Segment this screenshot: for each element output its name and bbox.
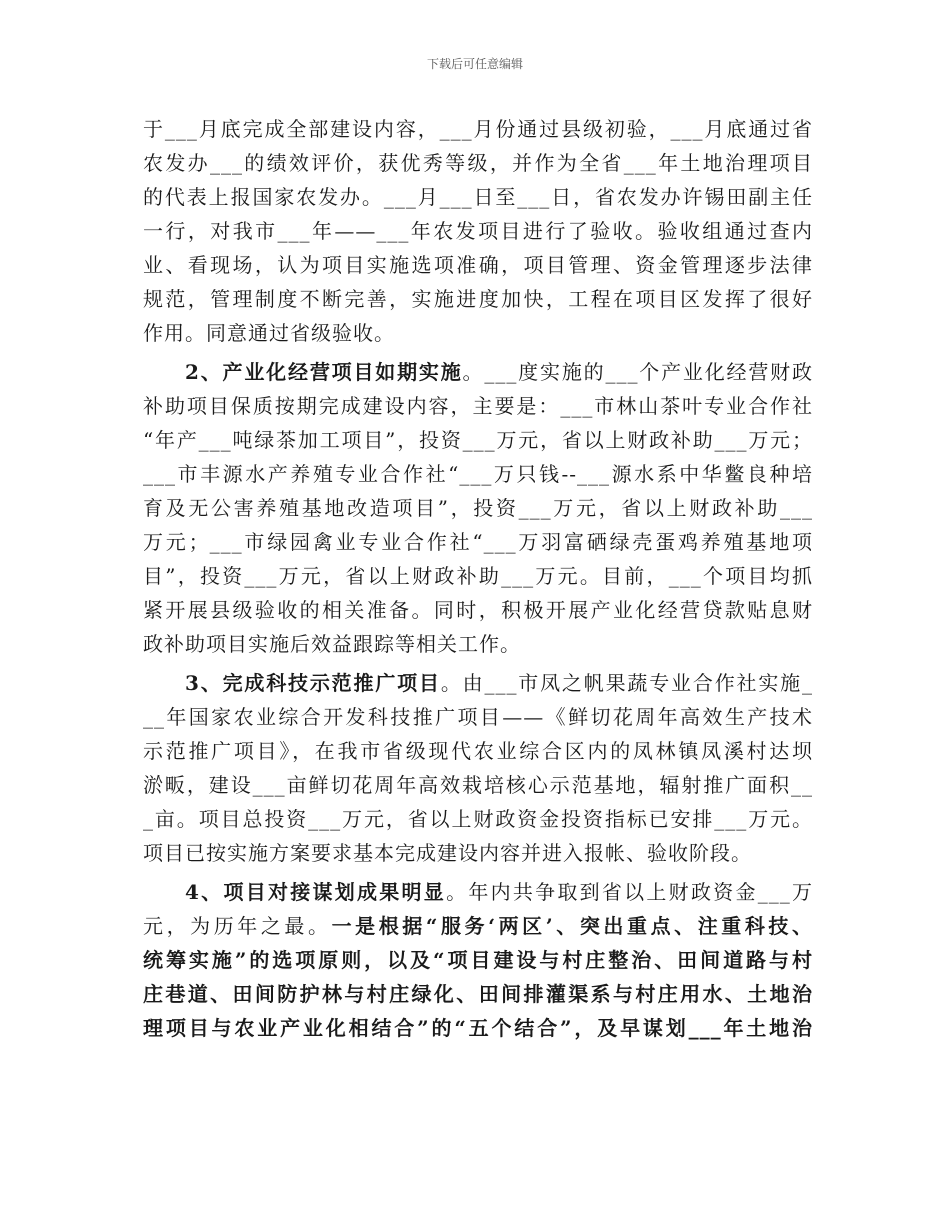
- text-line: [143, 424, 813, 457]
- text-segment: __年国家农业综合开发科技推广项目——《鲜切花周年高效生产技术: [143, 705, 813, 729]
- text-segment: 示范推广项目》，在我市省级现代农业综合区内的凤林镇凤溪村达坝: [143, 739, 813, 763]
- text-segment: 元，为历年之最。: [143, 914, 332, 938]
- bold-text: 4、项目对接谋划成果明显: [185, 880, 447, 904]
- paragraph-heading-line: [143, 356, 813, 389]
- text-line: [143, 113, 813, 146]
- text-segment: 补助项目保质按期完成建设内容，主要是：___市林山茶叶专业合作社: [143, 394, 813, 418]
- text-line: [143, 1012, 813, 1045]
- text-line: [143, 944, 813, 977]
- text-line: [143, 701, 813, 734]
- text-line: [143, 803, 813, 836]
- text-line: [143, 283, 813, 316]
- text-segment: 淤畈，建设___亩鲜切花周年高效栽培核心示范基地，辐射推广面积__: [143, 773, 813, 797]
- text-segment: 。年内共争取到省以上财政资金___万: [446, 880, 813, 904]
- text-segment: 育及无公害养殖基地改造项目”，投资___万元，省以上财政补助___: [143, 496, 813, 520]
- text-segment: ___市丰源水产养殖专业合作社“___万只钱--___源水系中华鳖良种培: [143, 462, 813, 486]
- text-line: [143, 978, 813, 1011]
- text-line: [143, 594, 813, 627]
- text-line: [143, 560, 813, 593]
- text-line: [143, 390, 813, 423]
- text-line: [143, 837, 813, 870]
- text-line: [143, 492, 813, 525]
- text-segment: 规范，管理制度不断完善，实施进度加快，工程在项目区发挥了很好: [143, 287, 813, 311]
- text-line: [143, 769, 813, 802]
- text-line: [143, 215, 813, 248]
- document-body: [143, 113, 813, 1046]
- bold-text: 2、产业化经营项目如期实施: [185, 360, 463, 384]
- bold-text: 一是根据“服务‘两区’、突出重点、注重科技、: [331, 914, 814, 938]
- bold-text: 理项目与农业产业化相结合”的“五个结合”，及早谋划___年土地治: [143, 1016, 813, 1040]
- text-segment: “年产___吨绿茶加工项目”，投资___万元，省以上财政补助___万元；: [143, 428, 813, 452]
- text-line: [143, 735, 813, 768]
- text-segment: 。由___市凤之帆果蔬专业合作社实施_: [440, 671, 813, 695]
- text-segment: 的代表上报国家农发办。___月___日至___日，省农发办许锡田副主任: [143, 185, 813, 209]
- text-segment: 紧开展县级验收的相关准备。同时，积极开展产业化经营贷款贴息财: [143, 598, 813, 622]
- text-segment: 业、看现场，认为项目实施选项准确，项目管理、资金管理逐步法律: [143, 253, 813, 277]
- paragraph-heading-line: [143, 876, 813, 909]
- text-segment: 项目已按实施方案要求基本完成建设内容并进入报帐、验收阶段。: [143, 841, 752, 865]
- bold-text: 3、完成科技示范推广项目: [185, 671, 441, 695]
- text-line: [143, 147, 813, 180]
- text-segment: 万元；___市绿园禽业专业合作社“___万羽富硒绿壳蛋鸡养殖基地项: [143, 530, 813, 554]
- text-line: [143, 910, 813, 943]
- text-line: [143, 458, 813, 491]
- text-segment: 于___月底完成全部建设内容，___月份通过县级初验，___月底通过省: [143, 117, 813, 141]
- bold-text: 统筹实施”的选项原则，以及“项目建设与村庄整治、田间道路与村: [143, 948, 813, 972]
- text-segment: 。___度实施的___个产业化经营财政: [462, 360, 813, 384]
- text-line: [143, 181, 813, 214]
- text-segment: 作用。同意通过省级验收。: [143, 321, 395, 345]
- bold-text: 庄巷道、田间防护林与村庄绿化、田间排灌渠系与村庄用水、土地治: [143, 982, 813, 1006]
- text-segment: 农发办___的绩效评价，获优秀等级，并作为全省___年土地治理项目: [143, 151, 813, 175]
- text-segment: 一行，对我市___年——___年农发项目进行了验收。验收组通过查内: [143, 219, 813, 243]
- paragraph-heading-line: [143, 667, 813, 700]
- text-line: [143, 628, 813, 661]
- text-segment: 政补助项目实施后效益跟踪等相关工作。: [143, 632, 521, 656]
- text-segment: 目”，投资___万元，省以上财政补助___万元。目前，___个项目均抓: [143, 564, 813, 588]
- text-segment: _亩。项目总投资___万元，省以上财政资金投资指标已安排___万元。: [143, 807, 813, 831]
- page-header: 下载后可任意编辑: [426, 57, 523, 71]
- text-line: [143, 249, 813, 282]
- text-line: [143, 526, 813, 559]
- text-line: [143, 317, 813, 350]
